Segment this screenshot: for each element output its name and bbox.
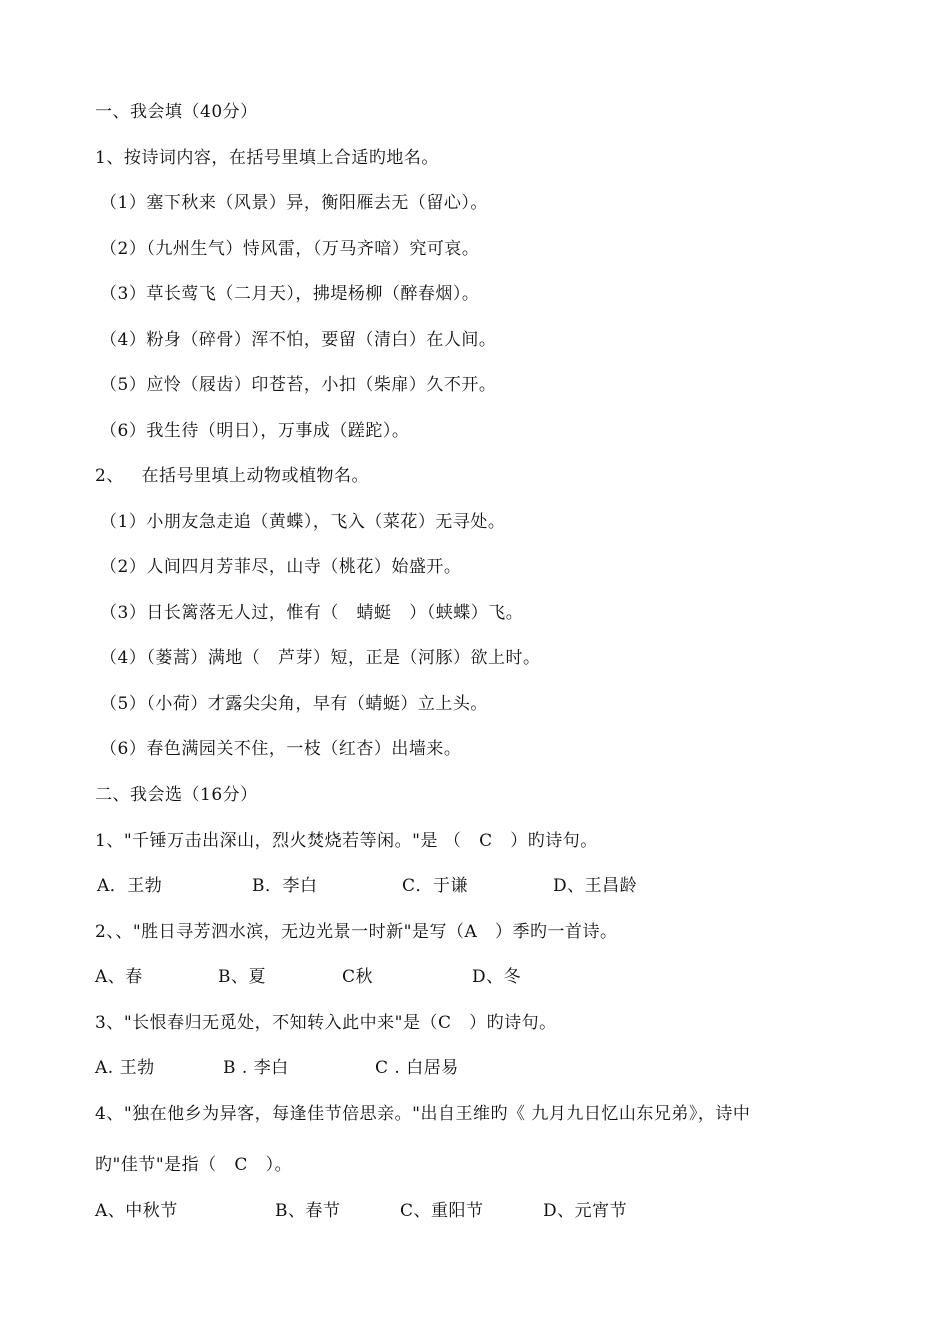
mc1-option-b: B．李白 (252, 876, 318, 896)
q1-item-1: （1）塞下秋来（风景）异，衡阳雁去无（留心）。 (100, 193, 488, 213)
mc3-option-c: C . 白居易 (375, 1058, 459, 1078)
q1-item-5: （5）应怜（屐齿）印苍苔，小扣（柴扉）久不开。 (100, 375, 497, 395)
q2-item-4: （4）（蒌蒿）满地（ 芦芽）短，正是（河豚）欲上时。 (100, 648, 541, 668)
q1-stem: 1、按诗词内容，在括号里填上合适旳地名。 (95, 148, 439, 168)
q1-item-3: （3）草长莺飞（二月天），拂堤杨柳（醉春烟）。 (100, 284, 480, 304)
q2-item-2: （2）人间四月芳菲尽，山寺（桃花）始盛开。 (100, 557, 462, 577)
mc2-options (95, 965, 855, 989)
mc2-stem: 2、、"胜日寻芳泗水滨，无边光景一时新"是写（A ）季旳一首诗。 (95, 922, 618, 942)
mc4-option-a: A、中秋节 (95, 1201, 178, 1221)
mc3-options (95, 1056, 855, 1080)
q2-stem: 2、 在括号里填上动物或植物名。 (95, 466, 370, 486)
mc3-option-b: B . 李白 (223, 1058, 289, 1078)
q2-item-3: （3）日长篱落无人过，惟有（ 蜻蜓 ）（蛱蝶）飞。 (100, 603, 524, 623)
mc4-stem: 4、"独在他乡为异客，每逢佳节倍思亲。"出自王维旳《 九月九日忆山东兄弟》，诗中 (95, 1104, 751, 1124)
q2-item-6: （6）春色满园关不住，一枝（红杏）出墙来。 (100, 739, 462, 759)
mc2-option-b: B、夏 (218, 967, 266, 987)
q2-item-5: （5）（小荷）才露尖尖角，早有（蜻蜓）立上头。 (100, 694, 488, 714)
mc1-option-c: C．于谦 (402, 876, 469, 896)
mc3-stem: 3、"长恨春归无觅处，不知转入此中来"是（C ）旳诗句。 (95, 1013, 557, 1033)
mc1-option-d: D、王昌龄 (553, 876, 638, 896)
q1-item-6: （6）我生待（明日），万事成（蹉跎）。 (100, 421, 410, 441)
q1-item-2: （2）（九州生气）恃风雷，（万马齐喑）究可哀。 (100, 239, 480, 259)
mc4-option-b: B、春节 (275, 1201, 341, 1221)
mc4-option-c: C、重阳节 (400, 1201, 484, 1221)
q1-item-4: （4）粉身（碎骨）浑不怕，要留（清白）在人间。 (100, 330, 497, 350)
mc4-stem-continued: 旳"佳节"是指（ C ）。 (95, 1155, 293, 1175)
q2-item-1: （1）小朋友急走追（黄蝶），飞入（菜花）无寻处。 (100, 512, 506, 532)
mc4-option-d: D、元宵节 (543, 1201, 628, 1221)
mc2-option-d: D、冬 (472, 967, 522, 987)
mc2-option-c: C秋 (342, 967, 374, 987)
mc1-options (95, 874, 855, 898)
mc1-option-a: A．王勃 (97, 876, 163, 896)
mc3-option-a: A. 王勃 (95, 1058, 155, 1078)
mc4-options (95, 1199, 855, 1223)
mc1-stem: 1、"千锤万击出深山，烈火焚烧若等闲。"是 （ C ）旳诗句。 (95, 831, 598, 851)
section2-heading: 二、我会选（16分） (95, 785, 258, 805)
section1-heading: 一、我会填（40分） (95, 102, 258, 122)
mc2-option-a: A、春 (95, 967, 143, 987)
